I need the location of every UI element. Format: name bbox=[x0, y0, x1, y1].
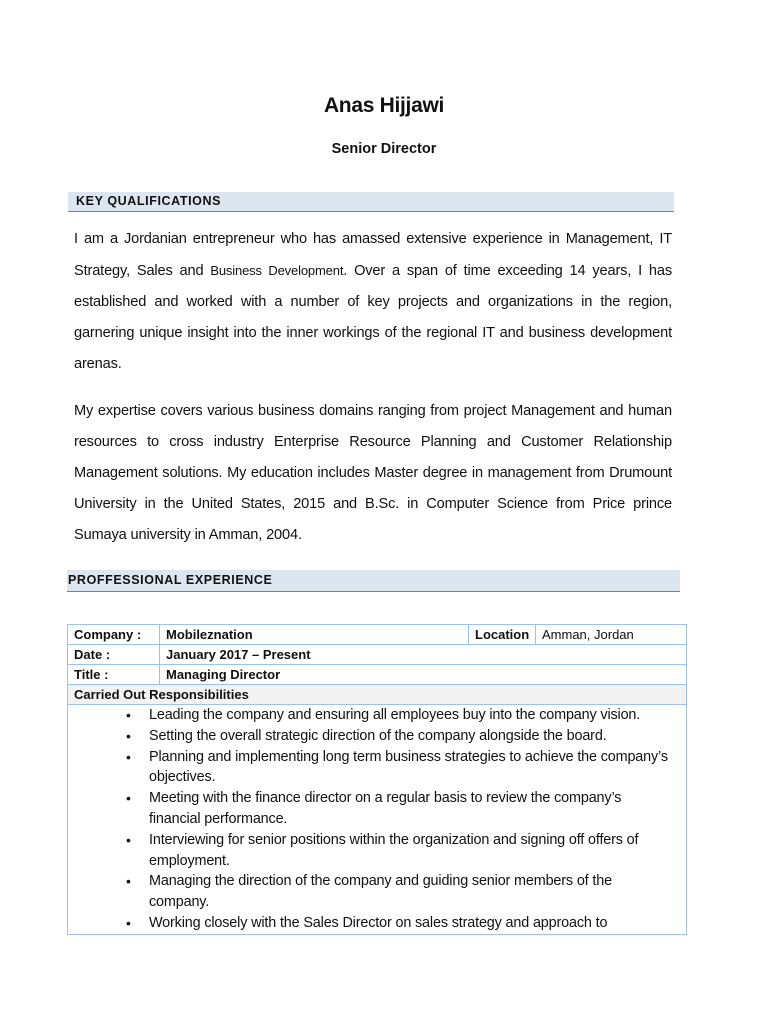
paragraph-text-small: Business Development bbox=[210, 263, 344, 278]
paragraph-text: I am a Jordanian entrepreneur who has amassed extensive experience in Management, IT Strategy, Sales and bbox=[74, 231, 672, 279]
list-item: • Planning and implementing long term business strategies to achieve the company’s objectives. bbox=[149, 747, 680, 789]
section-heading-key-qualifications: KEY QUALIFICATIONS bbox=[68, 192, 674, 212]
section-heading-professional-experience: PROFFESSIONAL EXPERIENCE bbox=[67, 570, 680, 592]
list-item: • Setting the overall strategic direction of the company alongside the board. bbox=[149, 726, 680, 747]
company-label: Company : bbox=[68, 625, 160, 645]
table-row bbox=[68, 665, 687, 685]
paragraph-text: . Over a span of time exceeding 14 years, I has established and worked with a number of key projects and organizations in the region, garnering unique insight into the inner workings of the regional IT and business development arenas. bbox=[74, 263, 672, 372]
list-item: • Working closely with the Sales Director on sales strategy and approach to bbox=[149, 913, 680, 934]
qualifications-paragraph-2: My expertise covers various business domains ranging from project Management and human resources to cross industry Enterprise Resource Planning and Customer Relationship Management solutions. My education includes Master degree in management from Drumount University in the United States, 2015 and B.Sc. in Computer Science from Price prince Sumaya university in Amman, 2004. bbox=[74, 403, 672, 543]
date-value: January 2017 – Present bbox=[160, 645, 687, 665]
qualifications-paragraph-1 bbox=[74, 224, 672, 380]
list-item: • Interviewing for senior positions within the organization and signing off offers of employment. bbox=[149, 830, 680, 872]
list-item: • Leading the company and ensuring all employees buy into the company vision. bbox=[149, 705, 680, 726]
table-row bbox=[68, 645, 687, 665]
table-row bbox=[68, 685, 687, 705]
responsibilities-list bbox=[74, 705, 680, 934]
location-value: Amman, Jordan bbox=[536, 625, 687, 645]
location-label: Location bbox=[469, 625, 536, 645]
responsibilities-heading: Carried Out Responsibilities bbox=[68, 685, 687, 705]
table-row bbox=[68, 625, 687, 645]
list-item: • Managing the direction of the company and guiding senior members of the company. bbox=[149, 871, 680, 913]
candidate-name: Anas Hijjawi bbox=[323, 94, 445, 117]
list-item: • Meeting with the finance director on a regular basis to review the company’s financial performance. bbox=[149, 788, 680, 830]
date-label: Date : bbox=[68, 645, 160, 665]
title-value: Managing Director bbox=[160, 665, 687, 685]
responsibilities-cell bbox=[68, 705, 687, 935]
company-value: Mobileznation bbox=[160, 625, 469, 645]
title-label: Title : bbox=[68, 665, 160, 685]
table-row bbox=[68, 705, 687, 935]
experience-table bbox=[67, 624, 687, 935]
candidate-job-title: Senior Director bbox=[331, 141, 437, 157]
